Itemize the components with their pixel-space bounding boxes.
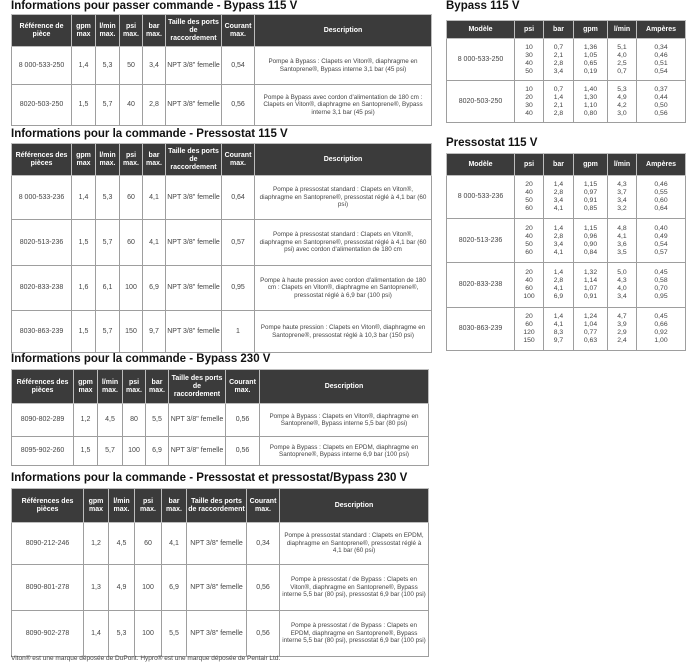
lmin-cell: 4,9 xyxy=(109,565,135,611)
psi-cell: 60 xyxy=(135,523,162,565)
header-cell: gpm max xyxy=(72,15,96,47)
table-row xyxy=(447,39,686,81)
table-header-row xyxy=(12,370,429,404)
bar-cell: 6,9 xyxy=(143,266,166,311)
lmin-cell: 5,3 xyxy=(96,47,120,85)
header-cell: psi max. xyxy=(120,144,143,176)
gpm-cell: 1,5 xyxy=(74,437,98,466)
psi-cell: 100 xyxy=(123,437,146,466)
table-row xyxy=(12,266,432,311)
header-cell: Références des pièces xyxy=(12,489,84,523)
psi-values: 10 30 40 50 xyxy=(515,39,544,81)
current-cell: 0,56 xyxy=(247,611,280,657)
header-cell: Description xyxy=(260,370,429,404)
description-cell: Pompe à Bypass : Clapets en Viton®, diaphragme en Santoprene®, Bypass interne 3,1 bar (45 psi) xyxy=(255,47,432,85)
header-cell: Description xyxy=(255,144,432,176)
table-row xyxy=(12,176,432,220)
header-cell: Taille des ports de raccordement xyxy=(166,15,222,47)
title-perf-bypass-115: Bypass 115 V xyxy=(446,0,520,12)
port-size-cell: NPT 3/8" femelle xyxy=(166,311,222,353)
psi-cell: 80 xyxy=(123,404,146,437)
bar-cell: 4,1 xyxy=(143,220,166,266)
lmin-cell: 5,7 xyxy=(96,311,120,353)
lmin-values: 4,7 3,9 2,9 2,4 xyxy=(608,308,637,351)
part-number: 8020-513-236 xyxy=(12,220,72,266)
header-cell: l/min xyxy=(608,154,637,176)
description-cell: Pompe à Bypass : Clapets en EPDM, diaphragme en Santoprene®, Bypass interne 6,9 bar (100 psi) xyxy=(260,437,429,466)
part-number: 8090-801-278 xyxy=(12,565,84,611)
psi-values: 20 40 50 60 xyxy=(515,176,544,219)
table-row xyxy=(12,523,429,565)
table-row xyxy=(447,176,686,219)
table-header-row xyxy=(12,15,432,47)
lmin-cell: 5,3 xyxy=(96,176,120,220)
port-size-cell: NPT 3/8" femelle xyxy=(166,176,222,220)
part-number: 8030-863-239 xyxy=(12,311,72,353)
current-cell: 0,56 xyxy=(226,437,260,466)
psi-values: 20 40 50 60 xyxy=(515,219,544,263)
title-pressostat-115: Informations pour la commande - Pressostat 115 V xyxy=(11,128,288,140)
bar-cell: 4,1 xyxy=(143,176,166,220)
amps-values: 0,45 0,66 0,92 1,00 xyxy=(637,308,686,351)
header-cell: psi xyxy=(515,154,544,176)
header-cell: gpm xyxy=(574,21,608,39)
psi-cell: 60 xyxy=(120,220,143,266)
table-row xyxy=(12,85,432,126)
table-pressostat-115 xyxy=(11,143,432,353)
port-size-cell: NPT 3/8" femelle xyxy=(187,523,247,565)
header-cell: gpm max xyxy=(72,144,96,176)
table-header-row xyxy=(12,144,432,176)
title-bypass-115: Informations pour passer commande - Bypass 115 V xyxy=(11,0,298,12)
header-cell: l/min max. xyxy=(109,489,135,523)
description-cell: Pompe à pressostat standard : Clapets en EPDM, diaphragme en Santoprene®, pressostat réglé à 4,1 bar (60 psi) xyxy=(280,523,429,565)
gpm-cell: 1,2 xyxy=(84,523,109,565)
part-number: 8090-212-246 xyxy=(12,523,84,565)
psi-values: 20 60 120 150 xyxy=(515,308,544,351)
table-pressostat-bypass-230 xyxy=(11,488,429,657)
psi-values: 20 40 60 100 xyxy=(515,263,544,308)
port-size-cell: NPT 3/8" femelle xyxy=(166,47,222,85)
header-cell: Courant max. xyxy=(247,489,280,523)
port-size-cell: NPT 3/8" femelle xyxy=(169,437,226,466)
part-number: 8020-503-250 xyxy=(12,85,72,126)
bar-values: 0,7 1,4 2,1 2,8 xyxy=(544,81,574,123)
header-cell: Taille des ports de raccordement xyxy=(187,489,247,523)
header-cell: bar max. xyxy=(143,15,166,47)
psi-cell: 100 xyxy=(135,565,162,611)
header-cell: bar xyxy=(544,154,574,176)
part-number: 8090-902-278 xyxy=(12,611,84,657)
gpm-cell: 1,4 xyxy=(72,176,96,220)
lmin-values: 5,3 4,9 4,2 3,0 xyxy=(608,81,637,123)
part-number: 8020-833-238 xyxy=(12,266,72,311)
psi-values: 10 20 30 40 xyxy=(515,81,544,123)
header-cell: Taille des ports de raccordement xyxy=(166,144,222,176)
bar-values: 0,7 2,1 2,8 3,4 xyxy=(544,39,574,81)
table-row xyxy=(12,437,429,466)
description-cell: Pompe à pressostat / de Bypass : Clapets en Viton®, diaphragme en Santoprene®, Bypass interne 5,5 bar (80 psi), pressostat 6,9 bar (100 psi) xyxy=(280,565,429,611)
gpm-values: 1,15 0,96 0,90 0,84 xyxy=(574,219,608,263)
title-perf-pressostat-115: Pressostat 115 V xyxy=(446,137,538,149)
table-row xyxy=(12,611,429,657)
description-cell: Pompe haute pression : Clapets en Viton®, diaphragme en Santoprene®, pressostat réglé à 10,3 bar (150 psi) xyxy=(255,311,432,353)
header-cell: psi max. xyxy=(120,15,143,47)
gpm-cell: 1,5 xyxy=(72,220,96,266)
header-cell: Références des pièces xyxy=(12,144,72,176)
amps-values: 0,34 0,46 0,51 0,54 xyxy=(637,39,686,81)
header-cell: Modèle xyxy=(447,154,515,176)
lmin-values: 5,0 4,3 4,0 3,4 xyxy=(608,263,637,308)
header-cell: bar xyxy=(544,21,574,39)
table-row xyxy=(12,404,429,437)
table-header-row xyxy=(447,21,686,39)
bar-cell: 6,9 xyxy=(146,437,169,466)
part-number: 8 000-533-236 xyxy=(12,176,72,220)
port-size-cell: NPT 3/8" femelle xyxy=(169,404,226,437)
description-cell: Pompe à Bypass : Clapets en Viton®, diaphragme en Santoprene®, Bypass interne 5,5 bar (80 psi) xyxy=(260,404,429,437)
bar-values: 1,4 2,8 4,1 6,9 xyxy=(544,263,574,308)
header-cell: Taille des ports de raccordement xyxy=(169,370,226,404)
title-bypass-230: Informations pour la commande - Bypass 230 V xyxy=(11,353,271,365)
header-cell: Courant max. xyxy=(222,144,255,176)
table-row xyxy=(12,47,432,85)
header-cell: bar max. xyxy=(143,144,166,176)
header-cell: Modèle xyxy=(447,21,515,39)
table-row xyxy=(447,81,686,123)
bar-cell: 5,5 xyxy=(162,611,187,657)
gpm-values: 1,32 1,14 1,07 0,91 xyxy=(574,263,608,308)
bar-cell: 4,1 xyxy=(162,523,187,565)
bar-values: 1,4 4,1 8,3 9,7 xyxy=(544,308,574,351)
table-header-row xyxy=(447,154,686,176)
header-cell: psi max. xyxy=(135,489,162,523)
header-cell: Description xyxy=(255,15,432,47)
gpm-cell: 1,6 xyxy=(72,266,96,311)
model-cell: 8 000-533-236 xyxy=(447,176,515,219)
amps-values: 0,45 0,58 0,70 0,95 xyxy=(637,263,686,308)
current-cell: 0,57 xyxy=(222,220,255,266)
lmin-cell: 6,1 xyxy=(96,266,120,311)
header-cell: Ampères xyxy=(637,21,686,39)
current-cell: 0,64 xyxy=(222,176,255,220)
gpm-values: 1,40 1,30 1,10 0,80 xyxy=(574,81,608,123)
lmin-cell: 5,7 xyxy=(98,437,123,466)
header-cell: bar max. xyxy=(146,370,169,404)
model-cell: 8 000-533-250 xyxy=(447,39,515,81)
header-cell: l/min max. xyxy=(96,15,120,47)
current-cell: 0,56 xyxy=(247,565,280,611)
current-cell: 0,54 xyxy=(222,47,255,85)
lmin-cell: 4,5 xyxy=(109,523,135,565)
header-cell: l/min max. xyxy=(98,370,123,404)
bar-values: 1,4 2,8 3,4 4,1 xyxy=(544,219,574,263)
lmin-values: 4,3 3,7 3,4 3,2 xyxy=(608,176,637,219)
bar-cell: 9,7 xyxy=(143,311,166,353)
header-cell: l/min xyxy=(608,21,637,39)
header-cell: Référence de pièce xyxy=(12,15,72,47)
lmin-cell: 4,5 xyxy=(98,404,123,437)
title-pressostat-bypass-230: Informations pour la commande - Pressostat et pressostat/Bypass 230 V xyxy=(11,472,408,484)
model-cell: 8020-513-236 xyxy=(447,219,515,263)
header-cell: Description xyxy=(280,489,429,523)
header-cell: gpm xyxy=(574,154,608,176)
perf-table-bypass-115 xyxy=(446,20,686,123)
model-cell: 8030-863-239 xyxy=(447,308,515,351)
current-cell: 0,34 xyxy=(247,523,280,565)
part-number: 8090-802-289 xyxy=(12,404,74,437)
psi-cell: 60 xyxy=(120,176,143,220)
trademark-footnote: Viton® est une marque déposée de DuPont. Hypro® est une marque déposée de Pentair Ltd. xyxy=(11,655,281,662)
lmin-cell: 5,7 xyxy=(96,85,120,126)
gpm-cell: 1,5 xyxy=(72,311,96,353)
psi-cell: 50 xyxy=(120,47,143,85)
header-cell: Références des pièces xyxy=(12,370,74,404)
current-cell: 0,95 xyxy=(222,266,255,311)
part-number: 8095-902-260 xyxy=(12,437,74,466)
port-size-cell: NPT 3/8" femelle xyxy=(187,565,247,611)
lmin-cell: 5,7 xyxy=(96,220,120,266)
bar-values: 1,4 2,8 3,4 4,1 xyxy=(544,176,574,219)
header-cell: Courant max. xyxy=(226,370,260,404)
header-cell: bar max. xyxy=(162,489,187,523)
table-bypass-230 xyxy=(11,369,429,466)
bar-cell: 6,9 xyxy=(162,565,187,611)
gpm-values: 1,15 0,97 0,91 0,85 xyxy=(574,176,608,219)
amps-values: 0,40 0,49 0,54 0,57 xyxy=(637,219,686,263)
port-size-cell: NPT 3/8" femelle xyxy=(166,220,222,266)
description-cell: Pompe à pressostat / de Bypass : Clapets en EPDM, diaphragme en Santoprene®, Bypass interne 5,5 bar (80 psi), pressostat 6,9 bar (100 psi) xyxy=(280,611,429,657)
psi-cell: 150 xyxy=(120,311,143,353)
header-cell: psi max. xyxy=(123,370,146,404)
bar-cell: 3,4 xyxy=(143,47,166,85)
table-bypass-115 xyxy=(11,14,432,126)
gpm-cell: 1,4 xyxy=(72,47,96,85)
perf-table-pressostat-115 xyxy=(446,153,686,351)
psi-cell: 100 xyxy=(135,611,162,657)
header-cell: gpm max xyxy=(84,489,109,523)
amps-values: 0,37 0,44 0,50 0,56 xyxy=(637,81,686,123)
table-header-row xyxy=(12,489,429,523)
header-cell: l/min max. xyxy=(96,144,120,176)
table-row xyxy=(447,219,686,263)
gpm-cell: 1,5 xyxy=(72,85,96,126)
gpm-values: 1,24 1,04 0,77 0,63 xyxy=(574,308,608,351)
gpm-cell: 1,3 xyxy=(84,565,109,611)
gpm-cell: 1,2 xyxy=(74,404,98,437)
current-cell: 0,56 xyxy=(222,85,255,126)
gpm-values: 1,36 1,05 0,65 0,19 xyxy=(574,39,608,81)
psi-cell: 40 xyxy=(120,85,143,126)
gpm-cell: 1,4 xyxy=(84,611,109,657)
model-cell: 8020-503-250 xyxy=(447,81,515,123)
header-cell: Ampères xyxy=(637,154,686,176)
lmin-cell: 5,3 xyxy=(109,611,135,657)
lmin-values: 4,8 4,1 3,6 3,5 xyxy=(608,219,637,263)
description-cell: Pompe à pressostat standard : Clapets en Viton®, diaphragme en Santoprene®, pressostat réglé à 4,1 bar (60 psi) xyxy=(255,176,432,220)
table-row xyxy=(12,565,429,611)
model-cell: 8020-833-238 xyxy=(447,263,515,308)
port-size-cell: NPT 3/8" femelle xyxy=(166,85,222,126)
port-size-cell: NPT 3/8" femelle xyxy=(166,266,222,311)
bar-cell: 2,8 xyxy=(143,85,166,126)
description-cell: Pompe à Bypass avec cordon d'alimentation de 180 cm : Clapets en Viton®, diaphragme en Santoprene®, Bypass interne 3,1 bar (45 psi) xyxy=(255,85,432,126)
table-row xyxy=(12,220,432,266)
table-row xyxy=(447,308,686,351)
current-cell: 1 xyxy=(222,311,255,353)
part-number: 8 000-533-250 xyxy=(12,47,72,85)
lmin-values: 5,1 4,0 2,5 0,7 xyxy=(608,39,637,81)
description-cell: Pompe à pressostat standard : Clapets en Viton®, diaphragme en Santoprene®, pressostat réglé à 4,1 bar (60 psi) avec cordon d'alimentation de 180 cm xyxy=(255,220,432,266)
header-cell: gpm max xyxy=(74,370,98,404)
bar-cell: 5,5 xyxy=(146,404,169,437)
table-row xyxy=(447,263,686,308)
amps-values: 0,46 0,55 0,60 0,64 xyxy=(637,176,686,219)
table-row xyxy=(12,311,432,353)
header-cell: Courant max. xyxy=(222,15,255,47)
psi-cell: 100 xyxy=(120,266,143,311)
header-cell: psi xyxy=(515,21,544,39)
port-size-cell: NPT 3/8" femelle xyxy=(187,611,247,657)
description-cell: Pompe à haute pression avec cordon d'alimentation de 180 cm : Clapets en Viton®, diaphragme en Santoprene®, pressostat réglé à 6,9 bar (100 psi) xyxy=(255,266,432,311)
current-cell: 0,56 xyxy=(226,404,260,437)
